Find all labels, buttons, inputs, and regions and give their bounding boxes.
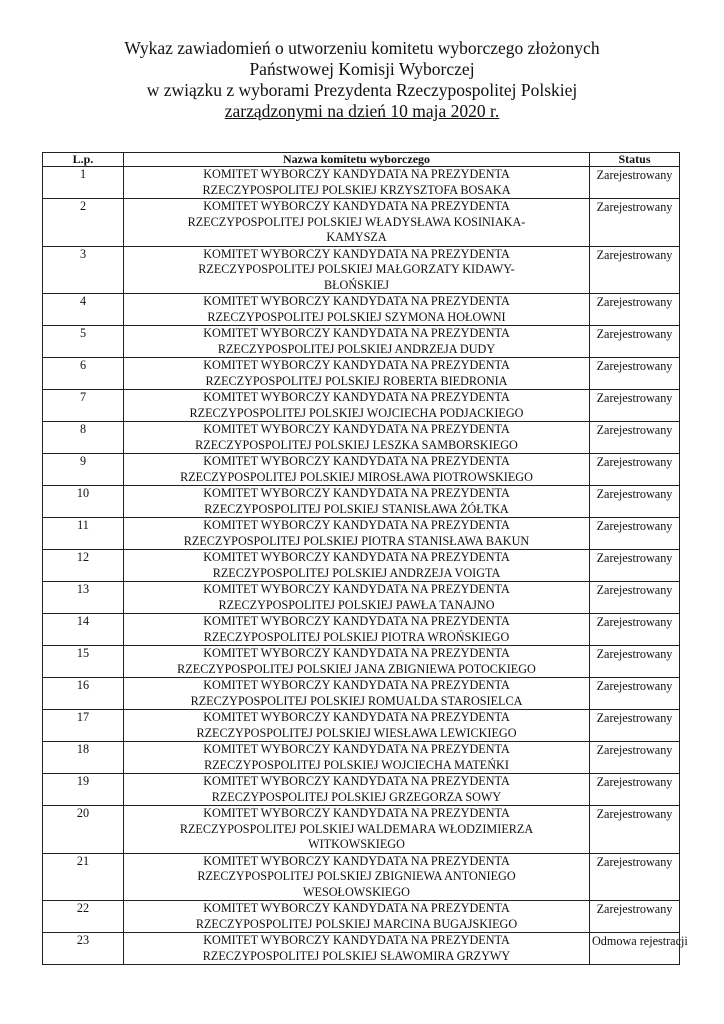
committee-name-line: RZECZYPOSPOLITEJ POLSKIEJ WIESŁAWA LEWICKIEGO: [196, 725, 517, 740]
committee-name-line: KOMITET WYBORCZY KANDYDATA NA PREZYDENTA: [203, 853, 510, 868]
committee-name-line: RZECZYPOSPOLITEJ POLSKIEJ ANDRZEJA VOIGTA: [212, 565, 501, 580]
row-committee-name: [124, 582, 590, 614]
row-committee-name: [124, 774, 590, 806]
row-lp: 23: [43, 933, 124, 965]
row-status: Zarejestrowany: [590, 294, 680, 326]
table-row: [43, 294, 680, 326]
title-line-4: zarządzonymi na dzień 10 maja 2020 r.: [224, 101, 500, 121]
table-row: [43, 678, 680, 710]
row-committee-name: [124, 806, 590, 854]
committee-name-line: WESOŁOWSKIEGO: [303, 884, 410, 899]
row-committee-name: [124, 422, 590, 454]
committee-name-line: RZECZYPOSPOLITEJ POLSKIEJ WALDEMARA WŁODZIMIERZA: [179, 821, 534, 836]
table-body: [43, 167, 688, 965]
committee-name-line: KOMITET WYBORCZY KANDYDATA NA PREZYDENTA: [203, 550, 510, 564]
row-status: Zarejestrowany: [590, 806, 680, 854]
committee-name-line: KOMITET WYBORCZY KANDYDATA NA PREZYDENTA: [203, 246, 510, 261]
table-row: [43, 246, 680, 294]
committee-name-line: RZECZYPOSPOLITEJ POLSKIEJ ROMUALDA STAROSIELCA: [190, 693, 523, 708]
row-committee-name: [124, 390, 590, 422]
row-lp: 12: [43, 550, 124, 582]
row-lp: 7: [43, 390, 124, 422]
row-committee-name: [124, 646, 590, 678]
committee-name-line: RZECZYPOSPOLITEJ POLSKIEJ PIOTRA STANISŁAWA BAKUN: [183, 533, 530, 548]
row-committee-name: [124, 678, 590, 710]
committees-table: [42, 152, 688, 965]
committee-name-line: KOMITET WYBORCZY KANDYDATA NA PREZYDENTA: [203, 294, 510, 308]
table-row: [43, 614, 680, 646]
row-status: Zarejestrowany: [590, 454, 680, 486]
document-title: [0, 38, 724, 122]
committee-name-line: KOMITET WYBORCZY KANDYDATA NA PREZYDENTA: [203, 358, 510, 372]
committee-name-line: BŁOŃSKIEJ: [323, 277, 389, 292]
table-row: [43, 518, 680, 550]
row-lp: 11: [43, 518, 124, 550]
row-committee-name: [124, 326, 590, 358]
committee-name-line: RZECZYPOSPOLITEJ POLSKIEJ MIROSŁAWA PIOTROWSKIEGO: [180, 469, 533, 484]
title-line-3: w związku z wyborami Prezydenta Rzeczypospolitej Polskiej: [146, 80, 578, 100]
row-status: Zarejestrowany: [590, 774, 680, 806]
committee-name-line: RZECZYPOSPOLITEJ POLSKIEJ STANISŁAWA ŻÓŁTKA: [204, 501, 509, 516]
row-lp: 16: [43, 678, 124, 710]
committee-name-line: WITKOWSKIEGO: [308, 837, 405, 851]
row-committee-name: [124, 518, 590, 550]
row-status: Zarejestrowany: [590, 550, 680, 582]
table-row: [43, 901, 680, 933]
row-lp: 1: [43, 167, 124, 199]
row-status: Zarejestrowany: [590, 582, 680, 614]
table-row: [43, 582, 680, 614]
row-status: Zarejestrowany: [590, 422, 680, 454]
row-committee-name: [124, 614, 590, 646]
committee-name-line: KOMITET WYBORCZY KANDYDATA NA PREZYDENTA: [203, 199, 510, 213]
committee-name-line: RZECZYPOSPOLITEJ POLSKIEJ ZBIGNIEWA ANTONIEGO: [197, 869, 516, 883]
row-status: Zarejestrowany: [590, 646, 680, 678]
committee-name-line: RZECZYPOSPOLITEJ POLSKIEJ MAŁGORZATY KIDAWY-: [198, 262, 515, 276]
row-committee-name: [124, 454, 590, 486]
title-line-2: Państwowej Komisji Wyborczej: [249, 59, 475, 79]
table-row: [43, 199, 680, 247]
committee-name-line: KOMITET WYBORCZY KANDYDATA NA PREZYDENTA: [203, 614, 510, 628]
table-row: [43, 774, 680, 806]
row-committee-name: [124, 246, 590, 294]
row-lp: 15: [43, 646, 124, 678]
table-row: [43, 454, 680, 486]
committee-name-line: RZECZYPOSPOLITEJ POLSKIEJ WOJCIECHA MATEŃKI: [204, 757, 509, 772]
committee-name-line: KOMITET WYBORCZY KANDYDATA NA PREZYDENTA: [203, 582, 510, 596]
committee-name-line: RZECZYPOSPOLITEJ POLSKIEJ LESZKA SAMBORSKIEGO: [195, 437, 518, 452]
committee-name-line: KOMITET WYBORCZY KANDYDATA NA PREZYDENTA: [203, 390, 510, 404]
row-lp: 8: [43, 422, 124, 454]
committee-name-line: RZECZYPOSPOLITEJ POLSKIEJ SŁAWOMIRA GRZYWY: [202, 948, 511, 963]
table-row: [43, 742, 680, 774]
row-status: Zarejestrowany: [590, 901, 680, 933]
header-lp: L.p.: [43, 153, 124, 167]
committee-name-line: KOMITET WYBORCZY KANDYDATA NA PREZYDENTA: [203, 710, 510, 724]
row-committee-name: [124, 199, 590, 247]
committee-name-line: RZECZYPOSPOLITEJ POLSKIEJ WOJCIECHA PODJACKIEGO: [189, 405, 524, 420]
row-lp: 9: [43, 454, 124, 486]
header-name: Nazwa komitetu wyborczego: [124, 153, 590, 167]
table-row: [43, 933, 680, 965]
row-lp: 19: [43, 774, 124, 806]
committee-name-line: KOMITET WYBORCZY KANDYDATA NA PREZYDENTA: [203, 901, 510, 915]
row-status: Zarejestrowany: [590, 742, 680, 774]
committee-name-line: RZECZYPOSPOLITEJ POLSKIEJ ROBERTA BIEDRONIA: [205, 373, 508, 388]
table-row: [43, 422, 680, 454]
table-row: [43, 806, 680, 854]
row-committee-name: [124, 167, 590, 199]
row-committee-name: [124, 853, 590, 901]
committee-name-line: RZECZYPOSPOLITEJ POLSKIEJ PIOTRA WROŃSKIEGO: [203, 629, 510, 644]
row-committee-name: [124, 358, 590, 390]
row-status: Zarejestrowany: [590, 390, 680, 422]
committee-name-line: KOMITET WYBORCZY KANDYDATA NA PREZYDENTA: [203, 742, 510, 756]
committee-name-line: RZECZYPOSPOLITEJ POLSKIEJ WŁADYSŁAWA KOSINIAKA-: [187, 214, 526, 229]
table-row: [43, 710, 680, 742]
row-lp: 3: [43, 246, 124, 294]
table-row: [43, 167, 680, 199]
row-status: Zarejestrowany: [590, 167, 680, 199]
committee-name-line: KOMITET WYBORCZY KANDYDATA NA PREZYDENTA: [203, 933, 510, 947]
row-lp: 18: [43, 742, 124, 774]
row-status: Zarejestrowany: [590, 358, 680, 390]
row-lp: 22: [43, 901, 124, 933]
row-committee-name: [124, 901, 590, 933]
table-row: [43, 326, 680, 358]
table-row: [43, 550, 680, 582]
row-committee-name: [124, 550, 590, 582]
row-status: Odmowa rejestracji: [590, 933, 680, 965]
row-lp: 2: [43, 199, 124, 247]
committee-name-line: RZECZYPOSPOLITEJ POLSKIEJ SZYMONA HOŁOWNI: [207, 309, 506, 324]
committee-name-line: RZECZYPOSPOLITEJ POLSKIEJ MARCINA BUGAJSKIEGO: [195, 916, 518, 931]
row-lp: 14: [43, 614, 124, 646]
committee-name-line: KOMITET WYBORCZY KANDYDATA NA PREZYDENTA: [203, 806, 510, 820]
committee-name-line: KOMITET WYBORCZY KANDYDATA NA PREZYDENTA: [203, 518, 510, 532]
row-lp: 10: [43, 486, 124, 518]
table-header-row: [43, 153, 680, 167]
row-status: Zarejestrowany: [590, 326, 680, 358]
committee-name-line: KOMITET WYBORCZY KANDYDATA NA PREZYDENTA: [203, 454, 510, 468]
committee-name-line: KAMYSZA: [326, 230, 387, 244]
row-status: Zarejestrowany: [590, 246, 680, 294]
row-lp: 5: [43, 326, 124, 358]
row-committee-name: [124, 710, 590, 742]
committee-name-line: RZECZYPOSPOLITEJ POLSKIEJ GRZEGORZA SOWY: [211, 789, 502, 804]
row-status: Zarejestrowany: [590, 199, 680, 247]
row-lp: 21: [43, 853, 124, 901]
committee-name-line: KOMITET WYBORCZY KANDYDATA NA PREZYDENTA: [203, 774, 510, 788]
committee-name-line: RZECZYPOSPOLITEJ POLSKIEJ ANDRZEJA DUDY: [217, 341, 496, 356]
committee-name-line: KOMITET WYBORCZY KANDYDATA NA PREZYDENTA: [203, 486, 510, 500]
title-line-1: Wykaz zawiadomień o utworzeniu komitetu wyborczego złożonych: [124, 38, 600, 58]
row-committee-name: [124, 933, 590, 965]
table-row: [43, 390, 680, 422]
row-status: Zarejestrowany: [590, 614, 680, 646]
committee-name-line: KOMITET WYBORCZY KANDYDATA NA PREZYDENTA: [203, 167, 510, 181]
table-row: [43, 358, 680, 390]
row-status: Zarejestrowany: [590, 710, 680, 742]
row-lp: 20: [43, 806, 124, 854]
row-lp: 13: [43, 582, 124, 614]
committee-name-line: RZECZYPOSPOLITEJ POLSKIEJ JANA ZBIGNIEWA POTOCKIEGO: [177, 661, 536, 676]
committee-name-line: KOMITET WYBORCZY KANDYDATA NA PREZYDENTA: [203, 326, 510, 340]
row-committee-name: [124, 294, 590, 326]
committee-name-line: RZECZYPOSPOLITEJ POLSKIEJ PAWŁA TANAJNO: [218, 597, 495, 612]
row-committee-name: [124, 742, 590, 774]
committee-name-line: KOMITET WYBORCZY KANDYDATA NA PREZYDENTA: [203, 678, 510, 692]
table-row: [43, 646, 680, 678]
table-row: [43, 853, 680, 901]
table-row: [43, 486, 680, 518]
row-status: Zarejestrowany: [590, 518, 680, 550]
committee-name-line: RZECZYPOSPOLITEJ POLSKIEJ KRZYSZTOFA BOSAKA: [202, 182, 511, 197]
row-lp: 4: [43, 294, 124, 326]
header-status: Status: [590, 153, 680, 167]
row-committee-name: [124, 486, 590, 518]
committee-name-line: KOMITET WYBORCZY KANDYDATA NA PREZYDENTA: [203, 646, 510, 660]
row-status: Zarejestrowany: [590, 853, 680, 901]
row-lp: 17: [43, 710, 124, 742]
row-status: Zarejestrowany: [590, 678, 680, 710]
committee-name-line: KOMITET WYBORCZY KANDYDATA NA PREZYDENTA: [203, 422, 510, 436]
row-status: Zarejestrowany: [590, 486, 680, 518]
row-lp: 6: [43, 358, 124, 390]
